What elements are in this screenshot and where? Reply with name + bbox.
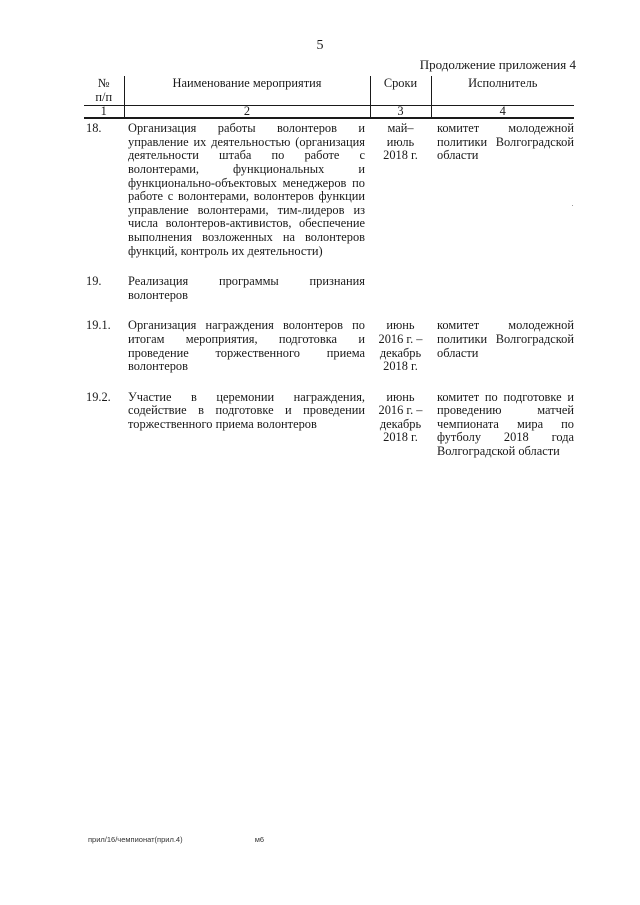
header-executor: Исполнитель (431, 76, 574, 106)
table-row (84, 272, 574, 302)
row-number: 19. (86, 274, 102, 289)
event-name: Организация работы волонтеров и управление их деятельностью (организация деятельности штаба по работе с волонтерами, функциональных и функционально-объектовых менеджеров по работе с волонтерами, волонтеров функции управление волонтерами, тим-лидеров из числа волонтеров-активистов, обеспечение выполнения возложенных на волонтеров функций, контроль их деятельности) (128, 121, 365, 258)
header-term: Сроки (370, 76, 431, 106)
event-name: Организация награждения волонтеров по итогам мероприятия, подготовка и проведение торжественного приема волонтеров (128, 318, 365, 374)
footer-code: м6 (254, 835, 265, 844)
event-executor: комитет молодежной политики Волгоградской области (437, 121, 574, 163)
row-number: 19.1. (86, 318, 111, 333)
footer-file-path: прил/16/чемпионат(прил.4) (88, 835, 183, 844)
event-term (370, 272, 431, 302)
event-name: Участие в церемонии награждения, содействие в подготовке и проведении торжественного приема волонтеров (128, 389, 365, 431)
table-row (84, 118, 574, 258)
page-number: 5 (316, 38, 324, 53)
column-number: 2 (124, 106, 370, 119)
header-num: № п/п (84, 76, 124, 106)
table-row (84, 388, 574, 459)
header-name: Наименование мероприятия (124, 76, 370, 106)
row-number: 18. (86, 121, 102, 136)
column-numbers-row (84, 106, 574, 119)
continuation-label: Продолжение приложения 4 (419, 57, 576, 72)
row-number: 19.2. (86, 389, 111, 404)
column-number: 4 (431, 106, 574, 119)
event-executor (431, 272, 574, 302)
event-term: май– июль 2018 г. (383, 121, 418, 163)
footer (88, 835, 264, 844)
table-header-row (84, 76, 574, 106)
column-number: 1 (84, 106, 124, 119)
event-executor: комитет молодежной политики Волгоградской области (437, 318, 574, 360)
event-name: Реализация программы признания волонтеров (128, 274, 365, 302)
event-executor: комитет по подготовке и проведению матчей чемпионата мира по футболу 2018 года Волгоградской области (437, 389, 574, 459)
events-table (84, 76, 574, 459)
table-row (84, 316, 574, 373)
event-term: июнь 2016 г. – декабрь 2018 г. (378, 318, 423, 374)
scan-speck (572, 205, 573, 206)
event-term: июнь 2016 г. – декабрь 2018 г. (378, 389, 423, 445)
column-number: 3 (370, 106, 431, 119)
